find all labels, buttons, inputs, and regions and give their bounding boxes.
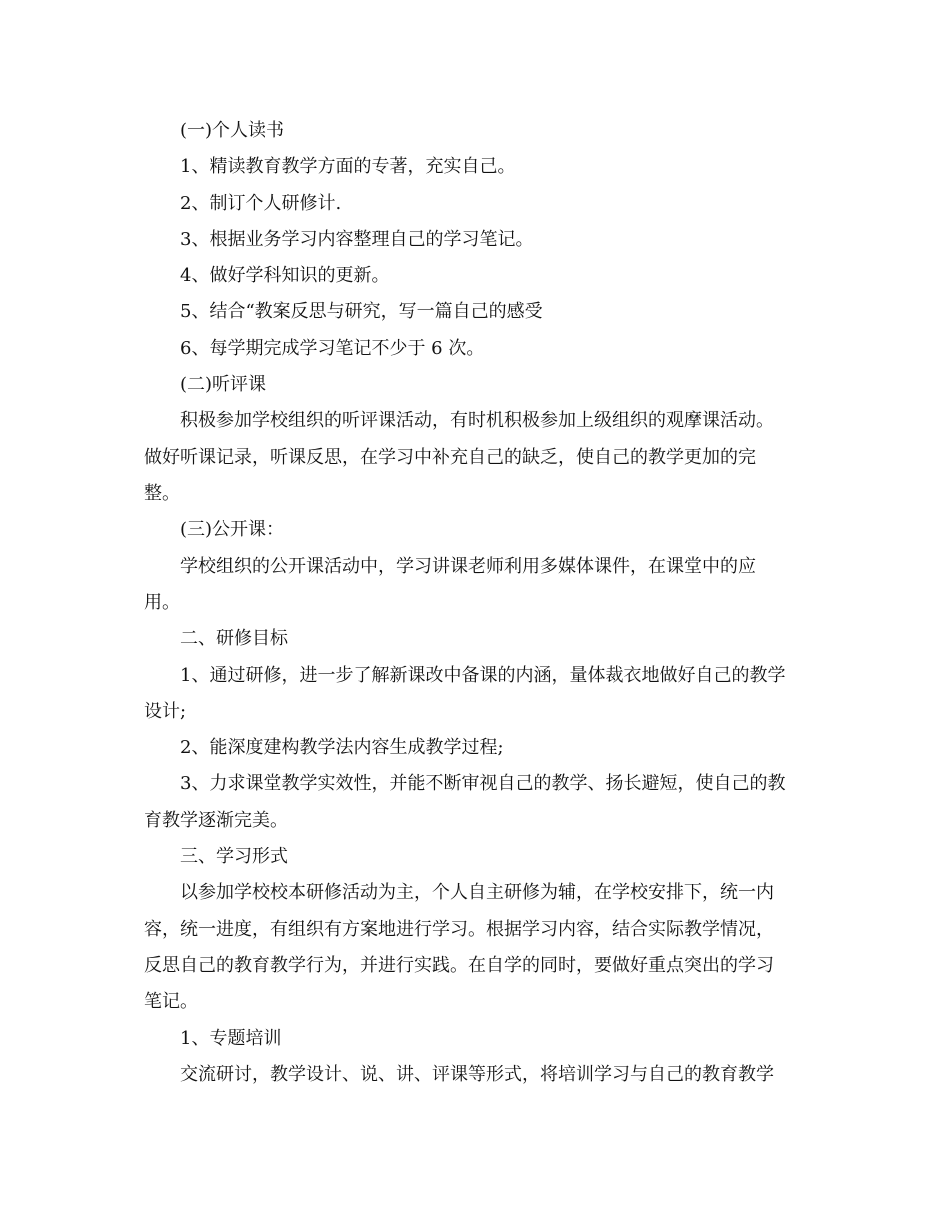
list-item: 6、每学期完成学习笔记不少于 6 次。 bbox=[180, 338, 485, 359]
list-item: 1、精读教育教学方面的专著，充实自己。 bbox=[180, 156, 516, 177]
paragraph-line: 反思自己的教育教学行为，并进行实践。在自学的同时，要做好重点突出的学习 bbox=[144, 955, 774, 976]
paragraph-line: 交流研讨，教学设计、说、讲、评课等形式，将培训学习与自己的教育教学 bbox=[180, 1064, 774, 1085]
list-item: 1、通过研修，进一步了解新课改中备课的内涵，量体裁衣地做好自己的教学 bbox=[180, 665, 786, 686]
list-item: 2、制订个人研修计. bbox=[180, 193, 342, 214]
heading-study-goals: 二、研修目标 bbox=[180, 628, 288, 649]
heading-learning-form: 三、学习形式 bbox=[180, 846, 288, 867]
paragraph-line: 整。 bbox=[144, 483, 180, 504]
list-item: 5、结合“教案反思与研究，写一篇自己的感受 bbox=[180, 301, 543, 322]
paragraph-line: 做好听课记录，听课反思，在学习中补充自己的缺乏，使自己的教学更加的完 bbox=[144, 447, 756, 468]
list-item: 3、根据业务学习内容整理自己的学习笔记。 bbox=[180, 229, 534, 250]
list-item-continuation: 育教学逐渐完美。 bbox=[144, 810, 288, 831]
paragraph-line: 以参加学校校本研修活动为主，个人自主研修为辅，在学校安排下，统一内 bbox=[180, 882, 774, 903]
paragraph-line: 用。 bbox=[144, 592, 180, 613]
paragraph-line: 积极参加学校组织的听评课活动，有时机积极参加上级组织的观摩课活动。 bbox=[180, 410, 774, 431]
heading-personal-reading: (一)个人读书 bbox=[180, 120, 285, 141]
paragraph-line: 容，统一进度，有组织有方案地进行学习。根据学习内容，结合实际教学情况， bbox=[144, 919, 774, 940]
list-item: 2、能深度建构教学法内容生成教学过程; bbox=[180, 737, 504, 758]
list-item-continuation: 设计; bbox=[144, 701, 187, 722]
paragraph-line: 笔记。 bbox=[144, 991, 198, 1012]
heading-open-class: (三)公开课： bbox=[180, 519, 285, 540]
list-item: 3、力求课堂教学实效性，并能不断审视自己的教学、扬长避短，使自己的教 bbox=[180, 773, 786, 794]
paragraph-line: 学校组织的公开课活动中，学习讲课老师利用多媒体课件，在课堂中的应 bbox=[180, 556, 756, 577]
list-item: 4、做好学科知识的更新。 bbox=[180, 265, 390, 286]
heading-lesson-evaluation: (二)听评课 bbox=[180, 374, 267, 395]
heading-special-training: 1、专题培训 bbox=[180, 1028, 282, 1049]
